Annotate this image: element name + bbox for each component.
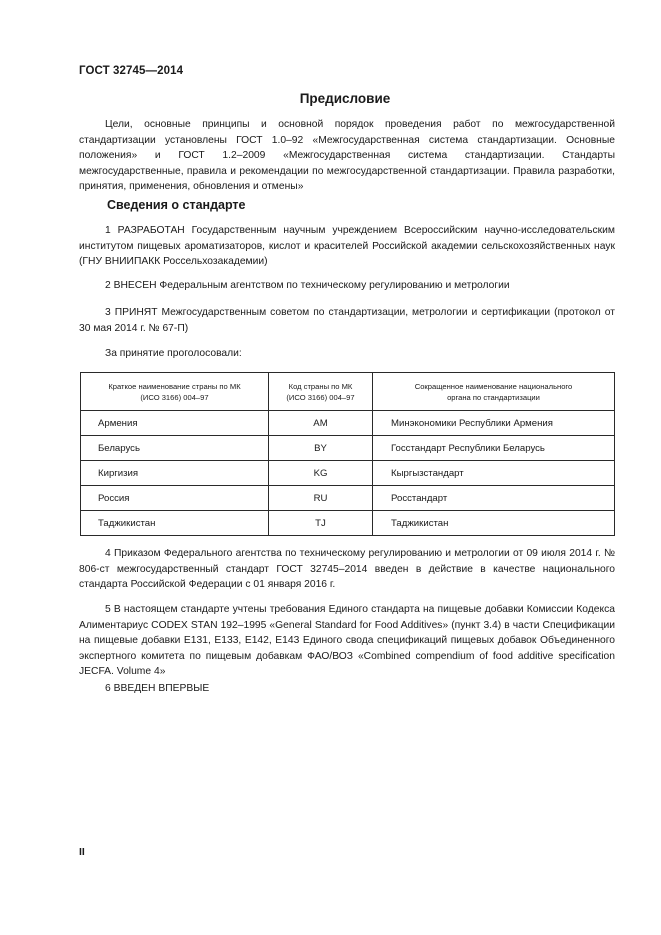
table-row bbox=[81, 486, 615, 511]
foreword-title: Предисловие bbox=[299, 91, 391, 106]
info-item-1: 1 РАЗРАБОТАН Государственным научным учреждением Всероссийским научно-исследовательским институтом пищевых ароматизаторов, кислот и красителей Российской академии сельскохозяйственных наук (ГНУ ВНИИПАКК Россельхозакадемии) bbox=[79, 225, 615, 267]
cell-body: Таджикистан bbox=[373, 511, 615, 536]
cell-country: Беларусь bbox=[81, 436, 269, 461]
foreword-intro: Цели, основные принципы и основной порядок проведения работ по межгосударственной стандартизации установлены ГОСТ 1.0–92 «Межгосударственная система стандартизации. Основные положения» и ГОСТ 1.2–2009 «Межгосударственная система стандартизации. Стандарты межгосударственные, правила и рекомендации по межгосударственной стандартизации. Правила разработки, принятия, применения, обновления и отмены» bbox=[79, 119, 615, 192]
table-row bbox=[81, 436, 615, 461]
cell-code: RU bbox=[269, 486, 373, 511]
info-heading: Сведения о стандарте bbox=[107, 198, 246, 212]
header-country: Краткое наименование страны по МК (ИСО 3166) 004–97 bbox=[81, 373, 269, 411]
table-row bbox=[81, 411, 615, 436]
cell-code: AM bbox=[269, 411, 373, 436]
cell-body: Кыргызстандарт bbox=[373, 461, 615, 486]
table-row bbox=[81, 461, 615, 486]
cell-country: Россия bbox=[81, 486, 269, 511]
cell-body: Минэкономики Республики Армения bbox=[373, 411, 615, 436]
vote-table-header-row bbox=[81, 373, 615, 411]
cell-code: KG bbox=[269, 461, 373, 486]
table-row bbox=[81, 511, 615, 536]
cell-country: Армения bbox=[81, 411, 269, 436]
document-code: ГОСТ 32745—2014 bbox=[79, 65, 184, 77]
info-item-2: 2 ВНЕСЕН Федеральным агентством по техническому регулированию и метрологии bbox=[105, 280, 510, 291]
cell-body: Госстандарт Республики Беларусь bbox=[373, 436, 615, 461]
page-number: II bbox=[79, 846, 85, 858]
info-item-5: 5 В настоящем стандарте учтены требования Единого стандарта на пищевые добавки Комиссии Кодекса Алиментариус CODEX STAN 192–1995 «General Standard for Food Additives» (пункт 3.4) в части Спецификации на пищевые добавки Е131, Е133, Е142, Е143 Единого свода спецификаций пищевых добавок Объединенного экспертного комитета по пищевым добавкам ФАО/ВОЗ «Combined compendium of food additive specification JECFA. Volume 4» bbox=[79, 604, 615, 677]
cell-code: BY bbox=[269, 436, 373, 461]
info-item-4: 4 Приказом Федерального агентства по техническому регулированию и метрологии от 09 июля 2014 г. № 806-ст межгосударственный стандарт ГОСТ 32745–2014 введен в действие в качестве национального стандарта Российской Федерации с 01 января 2016 г. bbox=[79, 548, 615, 590]
header-code: Код страны по МК (ИСО 3166) 004–97 bbox=[269, 373, 373, 411]
cell-body: Росстандарт bbox=[373, 486, 615, 511]
vote-table bbox=[80, 372, 615, 536]
info-item-6: 6 ВВЕДЕН ВПЕРВЫЕ bbox=[105, 683, 210, 694]
cell-country: Таджикистан bbox=[81, 511, 269, 536]
cell-code: TJ bbox=[269, 511, 373, 536]
info-item-3: 3 ПРИНЯТ Межгосударственным советом по стандартизации, метрологии и сертификации (протокол от 30 мая 2014 г. № 67-П) bbox=[79, 307, 615, 334]
header-body: Сокращенное наименование национального органа по стандартизации bbox=[373, 373, 615, 411]
voted-label: За принятие проголосовали: bbox=[105, 348, 242, 359]
cell-country: Киргизия bbox=[81, 461, 269, 486]
